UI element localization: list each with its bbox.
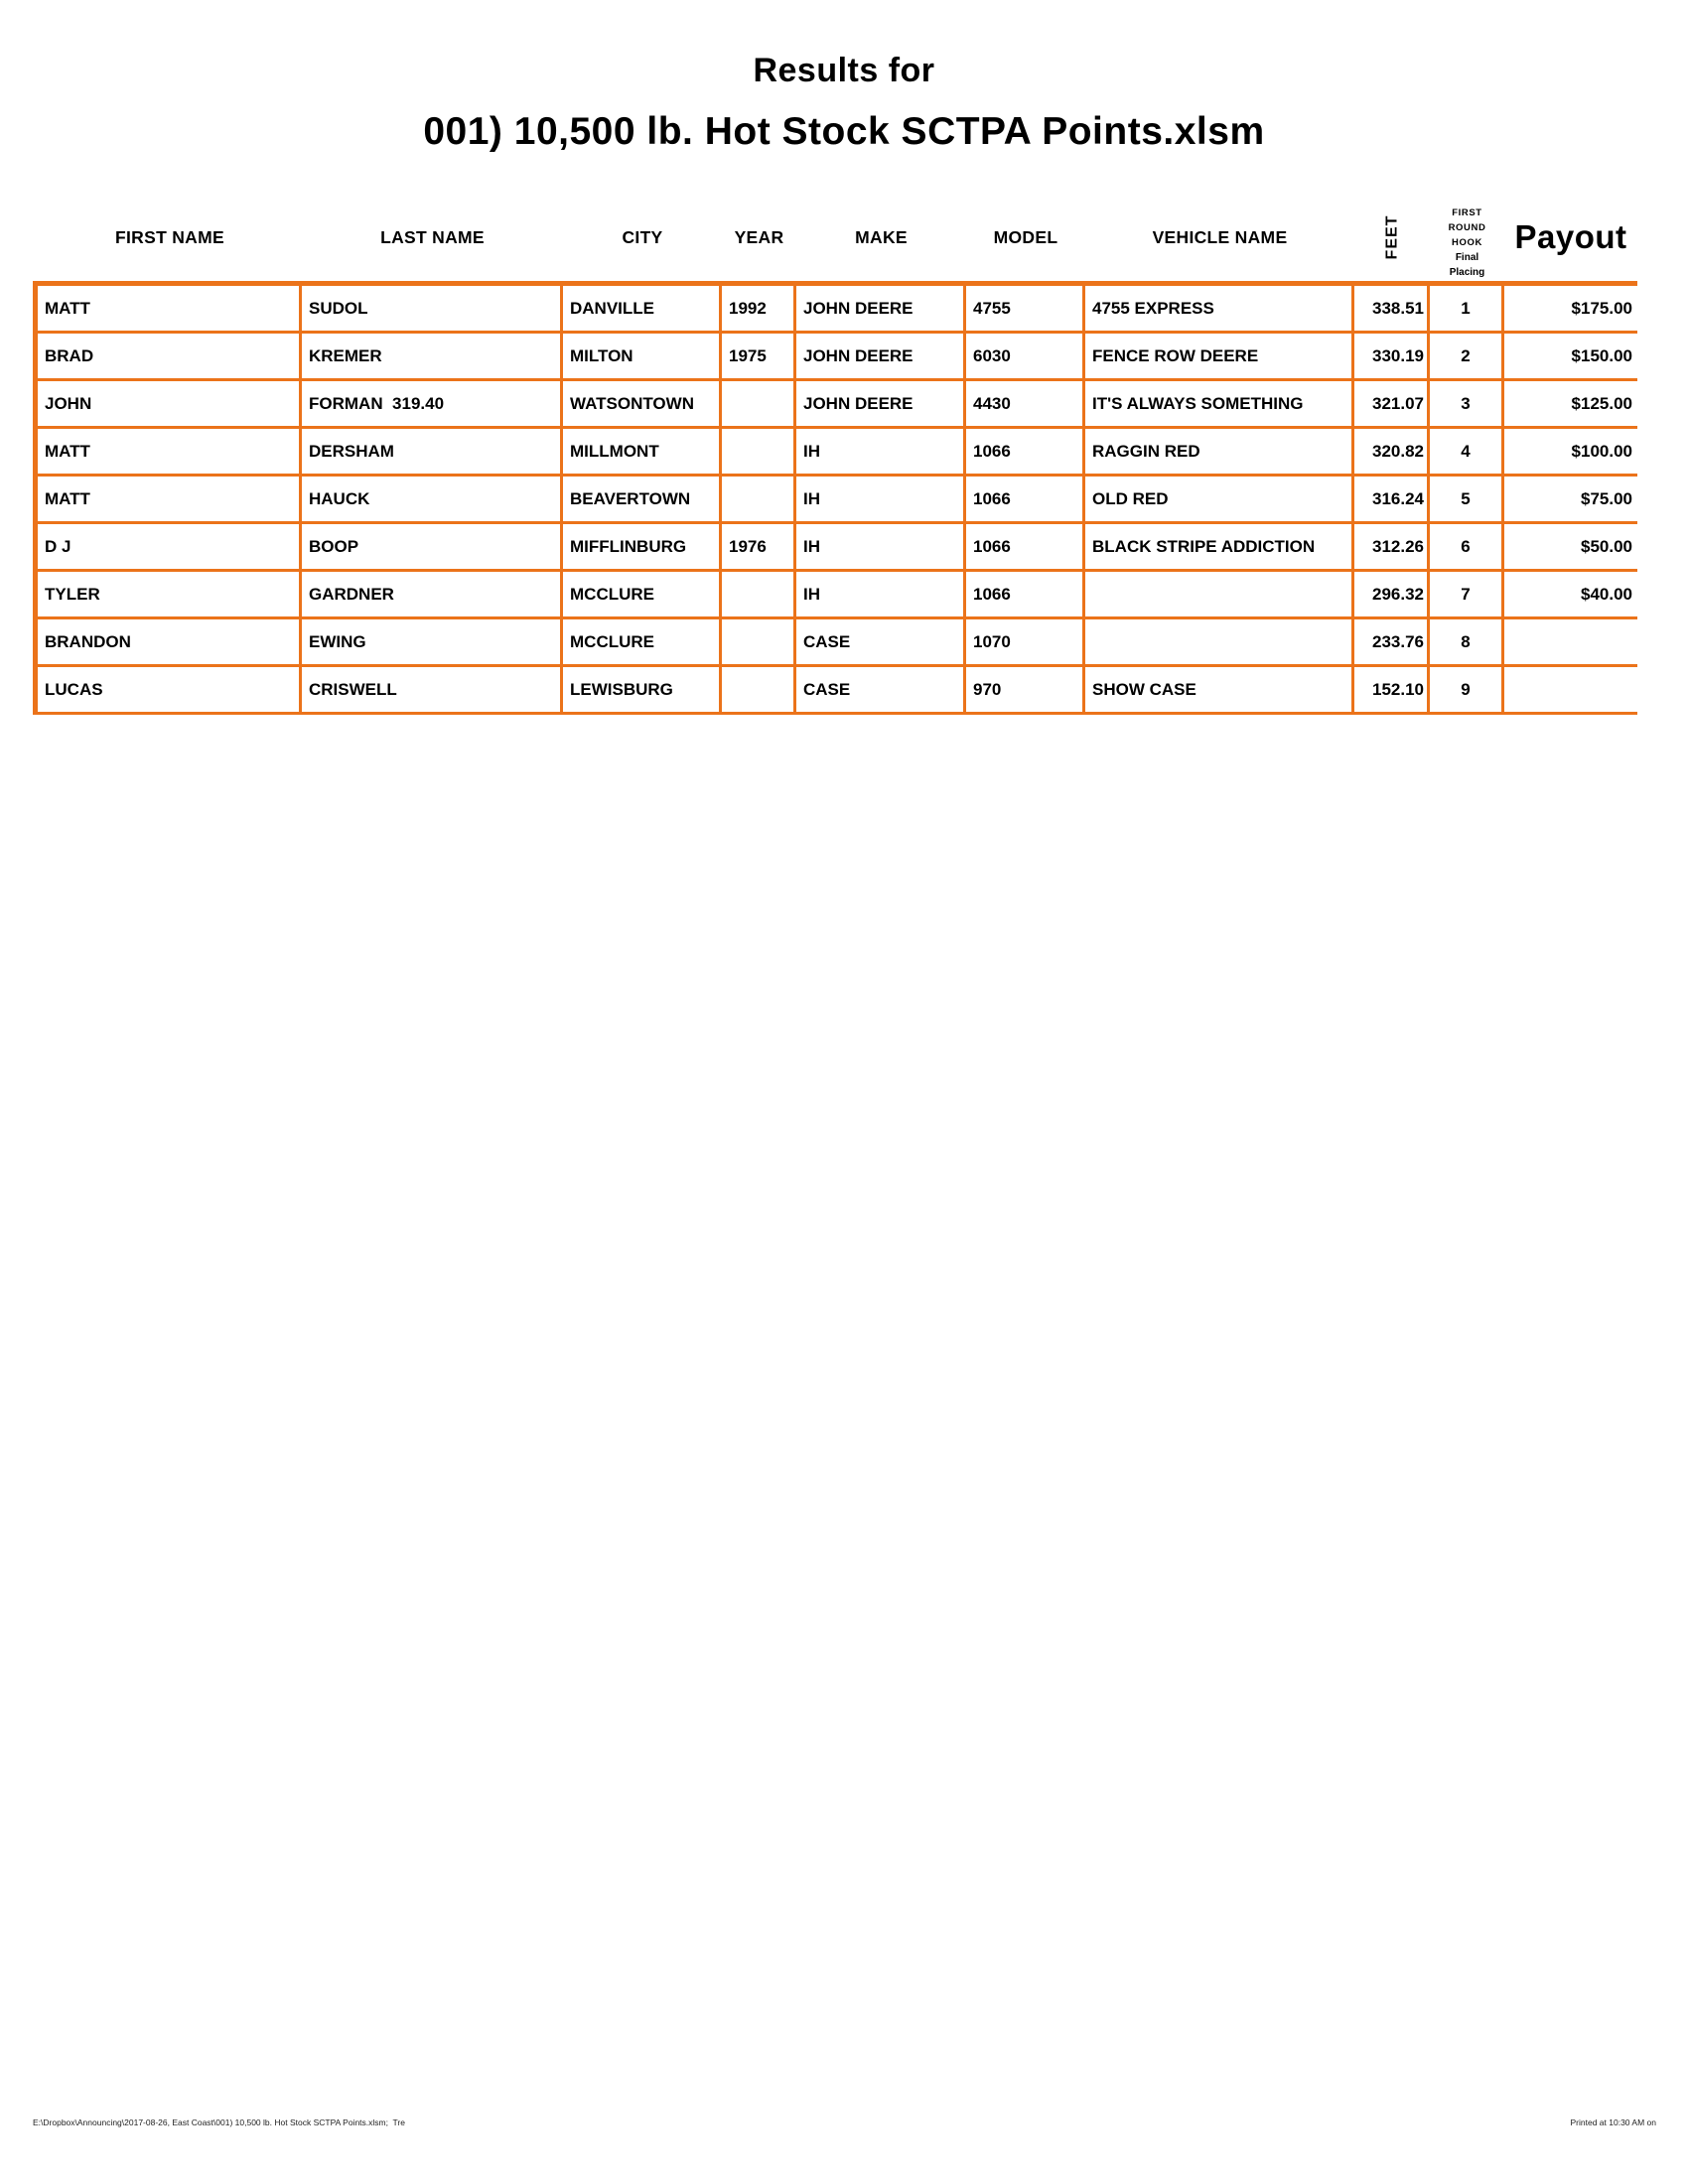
cell-model: 1066 <box>966 524 1085 572</box>
cell-vehicle-name: OLD RED <box>1085 477 1354 524</box>
cell-payout <box>1504 667 1637 715</box>
hook-line-hook: HOOK <box>1452 237 1482 248</box>
header-year: YEAR <box>734 226 784 247</box>
cell-model: 4755 <box>966 286 1085 334</box>
cell-model: 1066 <box>966 572 1085 619</box>
cell-make: IH <box>796 477 966 524</box>
table-header-row <box>38 194 1637 281</box>
cell-model: 1066 <box>966 429 1085 477</box>
cell-year <box>722 572 796 619</box>
cell-feet: 338.51 <box>1354 286 1430 334</box>
cell-city: DANVILLE <box>563 286 722 334</box>
cell-vehicle-name: SHOW CASE <box>1085 667 1354 715</box>
title-line-2: 001) 10,500 lb. Hot Stock SCTPA Points.xlsm <box>423 110 1265 153</box>
cell-last-name: DERSHAM <box>302 429 563 477</box>
cell-city: MCCLURE <box>563 619 722 667</box>
cell-make: JOHN DEERE <box>796 286 966 334</box>
cell-feet: 233.76 <box>1354 619 1430 667</box>
hook-line-first: FIRST <box>1452 207 1482 218</box>
cell-feet: 320.82 <box>1354 429 1430 477</box>
cell-model: 1070 <box>966 619 1085 667</box>
cell-first-name: LUCAS <box>38 667 302 715</box>
cell-placing: 6 <box>1430 524 1504 572</box>
cell-vehicle-name: IT'S ALWAYS SOMETHING <box>1085 381 1354 429</box>
cell-city: LEWISBURG <box>563 667 722 715</box>
cell-model: 1066 <box>966 477 1085 524</box>
cell-placing: 8 <box>1430 619 1504 667</box>
cell-last-name: EWING <box>302 619 563 667</box>
table-row <box>38 667 1637 715</box>
table-row <box>38 477 1637 524</box>
header-feet <box>1354 194 1430 281</box>
table-row <box>38 429 1637 477</box>
cell-vehicle-name: BLACK STRIPE ADDICTION <box>1085 524 1354 572</box>
cell-city: MILTON <box>563 334 722 381</box>
header-payout: Payout <box>1514 218 1627 255</box>
cell-placing: 5 <box>1430 477 1504 524</box>
cell-year: 1976 <box>722 524 796 572</box>
cell-vehicle-name <box>1085 619 1354 667</box>
cell-last-name: FORMAN 319.40 <box>302 381 563 429</box>
cell-city: MCCLURE <box>563 572 722 619</box>
cell-city: MIFFLINBURG <box>563 524 722 572</box>
report-title <box>0 52 1688 154</box>
cell-city: MILLMONT <box>563 429 722 477</box>
hook-line-round: ROUND <box>1448 222 1486 233</box>
cell-year <box>722 429 796 477</box>
cell-year <box>722 667 796 715</box>
cell-payout: $50.00 <box>1504 524 1637 572</box>
cell-year <box>722 619 796 667</box>
cell-last-name: BOOP <box>302 524 563 572</box>
cell-last-name: GARDNER <box>302 572 563 619</box>
cell-make: JOHN DEERE <box>796 381 966 429</box>
cell-payout: $40.00 <box>1504 572 1637 619</box>
cell-first-name: BRAD <box>38 334 302 381</box>
hook-line-placing: Placing <box>1449 267 1485 278</box>
cell-feet: 321.07 <box>1354 381 1430 429</box>
cell-payout: $175.00 <box>1504 286 1637 334</box>
cell-last-name: KREMER <box>302 334 563 381</box>
cell-city: BEAVERTOWN <box>563 477 722 524</box>
cell-make: CASE <box>796 667 966 715</box>
cell-feet: 296.32 <box>1354 572 1430 619</box>
cell-vehicle-name: FENCE ROW DEERE <box>1085 334 1354 381</box>
cell-placing: 7 <box>1430 572 1504 619</box>
cell-first-name: BRANDON <box>38 619 302 667</box>
cell-first-name: MATT <box>38 429 302 477</box>
cell-make: IH <box>796 524 966 572</box>
cell-last-name: SUDOL <box>302 286 563 334</box>
cell-first-name: TYLER <box>38 572 302 619</box>
cell-payout: $100.00 <box>1504 429 1637 477</box>
cell-placing: 4 <box>1430 429 1504 477</box>
cell-first-name: D J <box>38 524 302 572</box>
cell-last-name: HAUCK <box>302 477 563 524</box>
cell-model: 6030 <box>966 334 1085 381</box>
cell-first-name: MATT <box>38 286 302 334</box>
cell-placing: 3 <box>1430 381 1504 429</box>
cell-first-name: MATT <box>38 477 302 524</box>
cell-placing: 2 <box>1430 334 1504 381</box>
table-row <box>38 334 1637 381</box>
table-row <box>38 572 1637 619</box>
header-model: MODEL <box>993 226 1058 247</box>
cell-payout: $150.00 <box>1504 334 1637 381</box>
cell-payout <box>1504 619 1637 667</box>
cell-payout: $75.00 <box>1504 477 1637 524</box>
cell-make: IH <box>796 572 966 619</box>
header-feet-label: FEET <box>1382 214 1400 260</box>
cell-feet: 152.10 <box>1354 667 1430 715</box>
cell-year: 1992 <box>722 286 796 334</box>
cell-model: 970 <box>966 667 1085 715</box>
title-line-1: Results for <box>753 52 935 89</box>
header-first-round-hook <box>1430 194 1504 281</box>
header-city: CITY <box>622 226 663 247</box>
cell-make: IH <box>796 429 966 477</box>
header-first-name: FIRST NAME <box>115 226 224 247</box>
table-row <box>38 381 1637 429</box>
cell-first-name: JOHN <box>38 381 302 429</box>
cell-year <box>722 477 796 524</box>
cell-vehicle-name <box>1085 572 1354 619</box>
cell-make: JOHN DEERE <box>796 334 966 381</box>
cell-year <box>722 381 796 429</box>
table-row <box>38 524 1637 572</box>
table-row <box>38 619 1637 667</box>
footer-printed-at: Printed at 10:30 AM on <box>1570 2117 1656 2127</box>
cell-feet: 330.19 <box>1354 334 1430 381</box>
cell-model: 4430 <box>966 381 1085 429</box>
cell-vehicle-name: 4755 EXPRESS <box>1085 286 1354 334</box>
header-make: MAKE <box>855 226 908 247</box>
cell-feet: 312.26 <box>1354 524 1430 572</box>
cell-placing: 1 <box>1430 286 1504 334</box>
header-last-name: LAST NAME <box>380 226 485 247</box>
header-vehicle-name: VEHICLE NAME <box>1152 226 1288 247</box>
cell-city: WATSONTOWN <box>563 381 722 429</box>
cell-placing: 9 <box>1430 667 1504 715</box>
cell-payout: $125.00 <box>1504 381 1637 429</box>
cell-make: CASE <box>796 619 966 667</box>
results-rows <box>38 286 1637 715</box>
results-table <box>33 281 1637 715</box>
cell-year: 1975 <box>722 334 796 381</box>
cell-last-name: CRISWELL <box>302 667 563 715</box>
footer-file-path: E:\Dropbox\Announcing\2017-08-26, East Coast\001) 10,500 lb. Hot Stock SCTPA Points.xlsm; Tre <box>33 2117 405 2127</box>
table-row <box>38 286 1637 334</box>
cell-vehicle-name: RAGGIN RED <box>1085 429 1354 477</box>
cell-feet: 316.24 <box>1354 477 1430 524</box>
hook-line-final: Final <box>1455 252 1479 263</box>
